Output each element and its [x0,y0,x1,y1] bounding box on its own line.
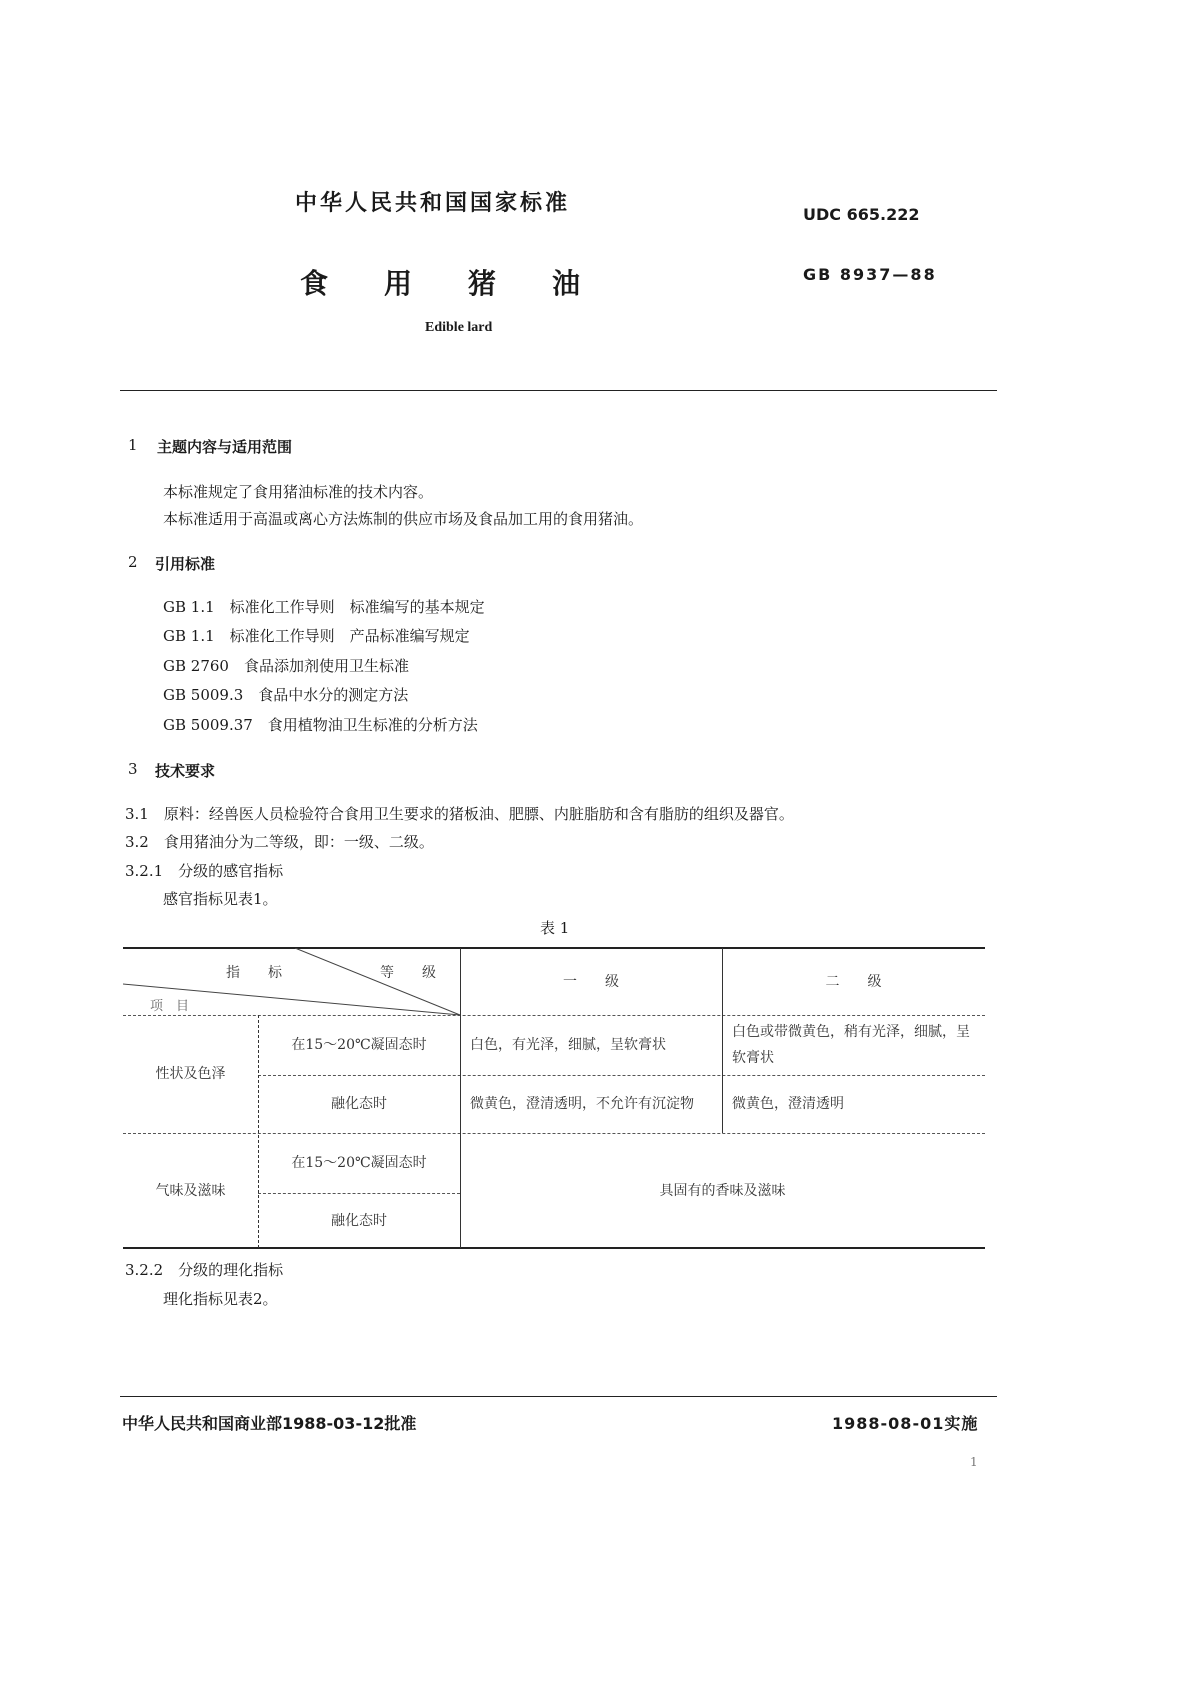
clause-3-2-2: 3.2.2 分级的理化指标 [125,1261,284,1279]
cell-color-solid-grade-2: 白色或带微黄色，稍有光泽，细腻，呈软膏状 [732,1024,970,1066]
section-1-number: 1 [128,436,138,454]
sub-label-solid: 在15～20℃凝固态时 [291,1037,427,1053]
row-label-color: 性状及色泽 [155,1066,226,1082]
header-indicator: 指 标 [226,965,282,981]
clause-text: 理化指标见表2。 [163,1290,278,1308]
cell-color-solid-grade-1: 白色，有光泽，细腻，呈软膏状 [470,1037,666,1053]
national-standard-heading: 中华人民共和国国家标准 [295,191,571,216]
paragraph: 本标准适用于高温或离心方法炼制的供应市场及食品加工用的食用猪油。 [163,510,644,528]
header-grade-2: 二 级 [825,973,882,990]
header-grade: 等 级 [380,965,436,981]
section-3-number: 3 [128,760,138,778]
section-2-title: 引用标准 [155,555,216,573]
reference-item: GB 5009.37 食用植物油卫生标准的分析方法 [163,716,478,734]
cell-smell-all: 具固有的香味及滋味 [659,1182,786,1199]
reference-item: GB 2760 食品添加剂使用卫生标准 [163,657,409,675]
cell-color-melt-grade-1: 微黄色，澄清透明，不允许有沉淀物 [470,1096,694,1112]
document-title: 食 用 猪 油 [300,267,581,300]
clause-3-2-1: 3.2.1 分级的感官指标 [125,862,284,880]
clause-3-2: 3.2 食用猪油分为二等级，即：一级、二级。 [125,833,434,851]
clause-3-1: 3.1 原料：经兽医人员检验符合食用卫生要求的猪板油、肥膘、内脏脂肪和含有脂肪的组织及器官。 [125,805,794,823]
paragraph: 本标准规定了食用猪油标准的技术内容。 [163,483,434,501]
footer-rule [120,1396,997,1397]
page-number: 1 [970,1455,978,1469]
sub-label-solid: 在15～20℃凝固态时 [291,1155,427,1171]
udc-number: UDC 665.222 [803,205,920,224]
approval-info: 中华人民共和国商业部1988-03-12批准 [122,1414,417,1433]
reference-item: GB 5009.3 食品中水分的测定方法 [163,686,409,704]
reference-item: GB 1.1 标准化工作导则 产品标准编写规定 [163,627,470,645]
clause-text: 感官指标见表1。 [163,890,278,908]
section-1-title: 主题内容与适用范围 [157,438,293,456]
standard-code: GB 8937—88 [803,265,937,284]
cell-color-melt-grade-2: 微黄色，澄清透明 [732,1096,844,1112]
sub-label-melt: 融化态时 [331,1212,387,1229]
header-grade-1: 一 级 [563,973,619,990]
effective-date: 1988-08-01实施 [832,1414,979,1433]
section-2-number: 2 [128,553,138,571]
header-item: 项 目 [150,999,190,1014]
header-rule [120,390,997,391]
table-caption: 表 1 [540,919,570,937]
section-3-title: 技术要求 [155,762,216,780]
row-label-smell: 气味及滋味 [155,1182,226,1199]
sub-label-melt: 融化态时 [331,1096,387,1112]
english-title: Edible lard [425,320,493,335]
reference-item: GB 1.1 标准化工作导则 标准编写的基本规定 [163,598,485,616]
